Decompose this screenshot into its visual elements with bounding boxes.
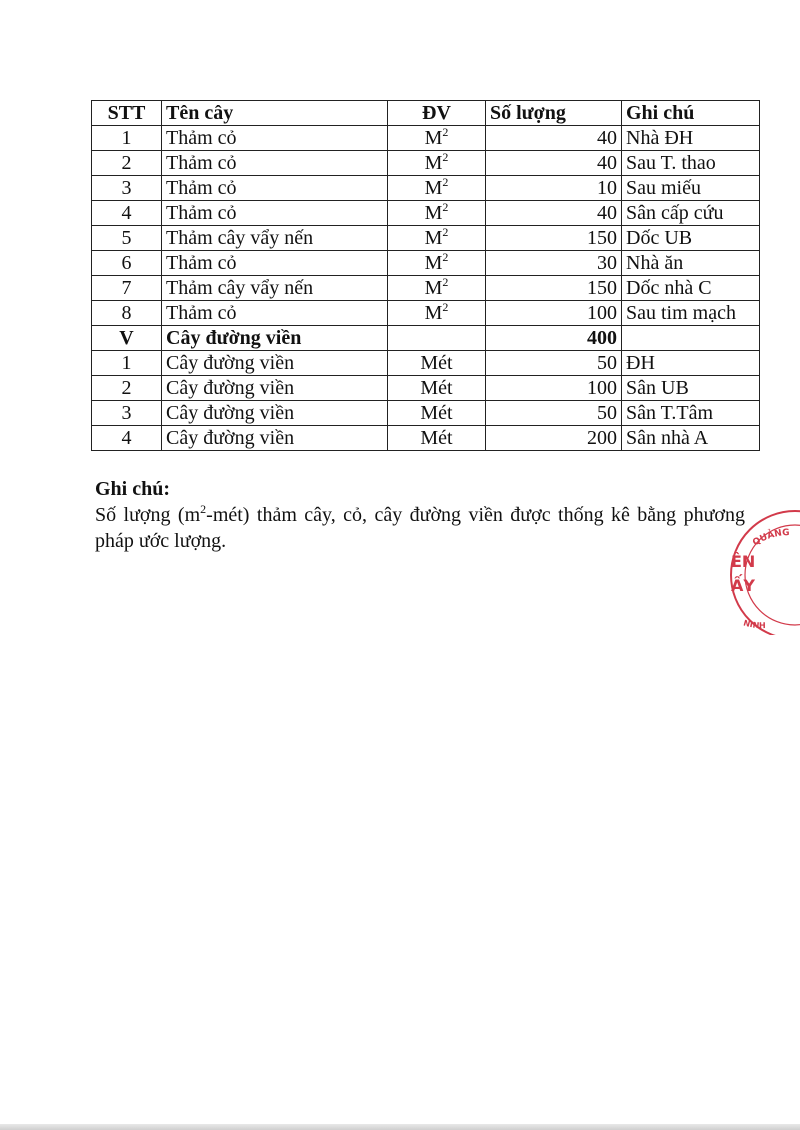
unit-base: M [424, 227, 443, 249]
cell-stt: 2 [92, 376, 162, 401]
table-row [92, 401, 760, 426]
cell-note [622, 326, 760, 351]
unit-superscript: 2 [442, 300, 449, 314]
cell-qty: 200 [486, 426, 622, 451]
cell-note: Sân UB [622, 376, 760, 401]
cell-unit [388, 301, 486, 326]
cell-unit [388, 151, 486, 176]
table-row [92, 376, 760, 401]
notes-title: Ghi chú: [95, 478, 171, 500]
notes-body-before: Số lượng (m [95, 504, 201, 526]
header-unit: ĐV [388, 101, 486, 126]
table-row [92, 201, 760, 226]
cell-unit [388, 276, 486, 301]
stamp-text-line-2: ẤY [731, 576, 755, 595]
notes-body-sup: 2 [200, 502, 207, 516]
cell-name: Thảm cỏ [162, 251, 388, 276]
cell-name: Cây đường viền [162, 326, 388, 351]
cell-name: Cây đường viền [162, 426, 388, 451]
table-row [92, 176, 760, 201]
unit-base: M [424, 152, 443, 174]
cell-stt: 4 [92, 426, 162, 451]
cell-qty: 40 [486, 201, 622, 226]
cell-note: Dốc nhà C [622, 276, 760, 301]
cell-qty: 100 [486, 376, 622, 401]
cell-note: Sân nhà A [622, 426, 760, 451]
cell-unit [388, 251, 486, 276]
cell-name: Thảm cỏ [162, 126, 388, 151]
table-row [92, 426, 760, 451]
cell-unit: Mét [388, 376, 486, 401]
cell-unit [388, 226, 486, 251]
cell-stt: V [92, 326, 162, 351]
cell-name: Cây đường viền [162, 351, 388, 376]
unit-superscript: 2 [442, 275, 449, 289]
cell-stt: 6 [92, 251, 162, 276]
cell-note: ĐH [622, 351, 760, 376]
table-row [92, 126, 760, 151]
cell-stt: 1 [92, 126, 162, 151]
unit-base: M [424, 302, 443, 324]
unit-base: M [424, 177, 443, 199]
header-qty: Số lượng [486, 101, 622, 126]
cell-unit [388, 326, 486, 351]
cell-name: Thảm cỏ [162, 201, 388, 226]
cell-qty: 10 [486, 176, 622, 201]
notes-body [95, 502, 745, 554]
unit-superscript: 2 [442, 125, 449, 139]
table-header-row [92, 101, 760, 126]
cell-name: Thảm cỏ [162, 151, 388, 176]
cell-stt: 7 [92, 276, 162, 301]
table-row [92, 226, 760, 251]
cell-qty: 50 [486, 351, 622, 376]
table-row [92, 351, 760, 376]
table-row [92, 151, 760, 176]
cell-note: Nhà ĐH [622, 126, 760, 151]
notes-body-after: -mét) thảm cây, cỏ, cây đường viền được thống kê bằng phương pháp ước lượng. [95, 504, 745, 552]
cell-name: Thảm cây vẩy nến [162, 226, 388, 251]
cell-unit: Mét [388, 426, 486, 451]
cell-stt: 5 [92, 226, 162, 251]
cell-name: Thảm cỏ [162, 301, 388, 326]
header-name: Tên cây [162, 101, 388, 126]
inventory-table [91, 100, 760, 451]
stamp-ring-bottom: NINH [742, 618, 766, 631]
cell-unit [388, 201, 486, 226]
table-group-row [92, 326, 760, 351]
cell-qty: 150 [486, 276, 622, 301]
cell-name: Thảm cây vẩy nến [162, 276, 388, 301]
cell-qty: 40 [486, 151, 622, 176]
cell-name: Thảm cỏ [162, 176, 388, 201]
unit-superscript: 2 [442, 250, 449, 264]
cell-unit [388, 176, 486, 201]
cell-note: Sau tim mạch [622, 301, 760, 326]
unit-superscript: 2 [442, 225, 449, 239]
unit-base: M [424, 252, 443, 274]
cell-stt: 1 [92, 351, 162, 376]
stamp-ring-top: QUẢNG [751, 528, 790, 549]
cell-stt: 4 [92, 201, 162, 226]
cell-stt: 3 [92, 176, 162, 201]
cell-qty: 100 [486, 301, 622, 326]
cell-qty: 50 [486, 401, 622, 426]
cell-stt: 3 [92, 401, 162, 426]
unit-superscript: 2 [442, 150, 449, 164]
table-row [92, 276, 760, 301]
red-seal-stamp [717, 505, 800, 635]
cell-note: Sau miếu [622, 176, 760, 201]
cell-note: Sân T.Tâm [622, 401, 760, 426]
stamp-text-line-1: ÊN [731, 552, 756, 571]
cell-qty: 150 [486, 226, 622, 251]
cell-unit [388, 126, 486, 151]
unit-base: M [424, 202, 443, 224]
cell-note: Nhà ăn [622, 251, 760, 276]
table-row [92, 301, 760, 326]
header-note: Ghi chú [622, 101, 760, 126]
cell-unit: Mét [388, 401, 486, 426]
svg-text:NINH [742, 618, 765, 630]
cell-qty: 30 [486, 251, 622, 276]
unit-base: M [424, 277, 443, 299]
page-bottom-edge [0, 1124, 800, 1130]
cell-name: Cây đường viền [162, 376, 388, 401]
header-stt: STT [92, 101, 162, 126]
cell-note: Sân cấp cứu [622, 201, 760, 226]
cell-qty: 400 [486, 326, 622, 351]
cell-qty: 40 [486, 126, 622, 151]
cell-note: Dốc UB [622, 226, 760, 251]
unit-base: M [424, 127, 443, 149]
cell-unit: Mét [388, 351, 486, 376]
table-row [92, 251, 760, 276]
unit-superscript: 2 [442, 200, 449, 214]
cell-stt: 2 [92, 151, 162, 176]
unit-superscript: 2 [442, 175, 449, 189]
cell-stt: 8 [92, 301, 162, 326]
cell-name: Cây đường viền [162, 401, 388, 426]
cell-note: Sau T. thao [622, 151, 760, 176]
